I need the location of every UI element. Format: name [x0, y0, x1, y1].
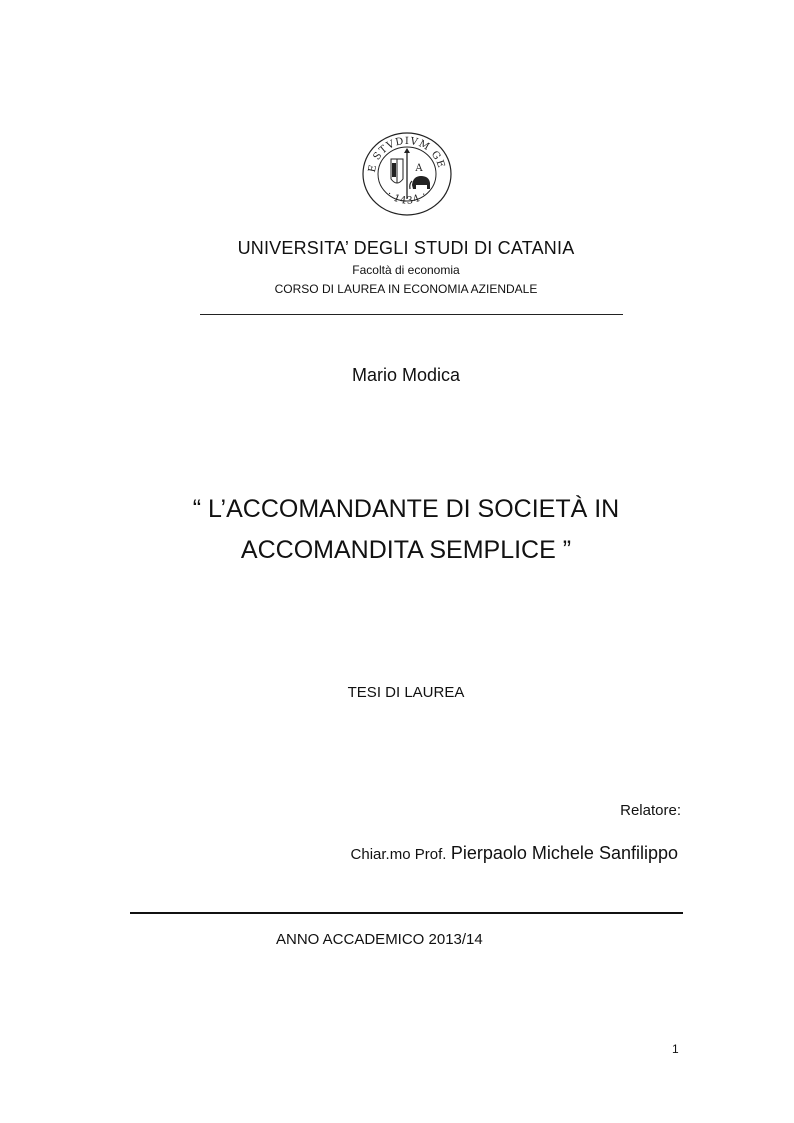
faculty-name: Facoltà di economia: [352, 263, 460, 277]
university-seal: [361, 131, 453, 217]
thesis-type: TESI DI LAUREA: [347, 684, 465, 701]
author-name: Mario Modica: [351, 365, 461, 385]
page-number: 1: [672, 1042, 679, 1056]
academic-year: ANNO ACCADEMICO 2013/14: [276, 931, 483, 948]
supervisor: [351, 843, 678, 864]
thesis-title-line-1: “ L’ACCOMANDANTE DI SOCIETÀ IN: [192, 495, 620, 523]
supervisor-title: Chiar.mo Prof.: [350, 846, 447, 863]
svg-text:A: A: [415, 163, 423, 174]
course-name: CORSO DI LAUREA IN ECONOMIA AZIENDALE: [274, 282, 538, 296]
header-divider: [200, 314, 623, 315]
svg-text:· 1434 ·: · 1434 ·: [384, 189, 430, 207]
supervisor-name: Pierpaolo Michele Sanfilippo: [450, 843, 678, 863]
seal-icon: [361, 131, 453, 217]
svg-text:SICILIAE STVDIVM GENERALE: E STVDIVM GE: [366, 135, 447, 174]
thesis-title-line-2: ACCOMANDITA SEMPLICE ”: [240, 536, 572, 564]
footer-divider: [130, 912, 683, 914]
supervisor-label: Relatore:: [620, 802, 681, 819]
university-name: UNIVERSITA’ DEGLI STUDI DI CATANIA: [237, 238, 575, 258]
